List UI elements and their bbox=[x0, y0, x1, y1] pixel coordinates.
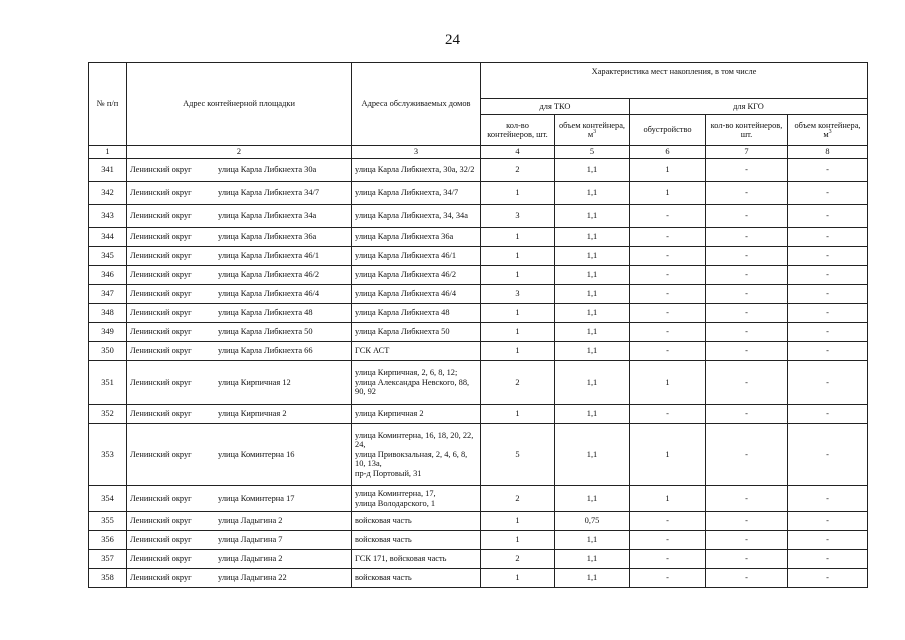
equipment-value: 1 bbox=[630, 424, 706, 486]
equipment-value: - bbox=[630, 342, 706, 361]
tko-container-count: 1 bbox=[481, 304, 555, 323]
row-number: 358 bbox=[89, 569, 127, 588]
kgo-container-volume: - bbox=[788, 361, 868, 405]
served-houses: ГСК АСТ bbox=[352, 342, 481, 361]
district-name: Ленинский округ bbox=[130, 535, 192, 545]
equipment-value: 1 bbox=[630, 361, 706, 405]
kgo-container-count: - bbox=[706, 247, 788, 266]
kgo-container-count: - bbox=[706, 424, 788, 486]
equipment-value: 1 bbox=[630, 159, 706, 182]
district-name: Ленинский округ bbox=[130, 516, 192, 526]
equipment-value: - bbox=[630, 205, 706, 228]
tko-container-count: 3 bbox=[481, 285, 555, 304]
equipment-value: 1 bbox=[630, 182, 706, 205]
site-address bbox=[127, 266, 352, 285]
district-name: Ленинский округ bbox=[130, 251, 192, 261]
served-houses: улица Карла Либкнехта 50 bbox=[352, 323, 481, 342]
site-address bbox=[127, 304, 352, 323]
site-street: улица Ладыгина 2 bbox=[218, 516, 283, 526]
district-name: Ленинский округ bbox=[130, 232, 192, 242]
tko-container-count: 3 bbox=[481, 205, 555, 228]
kgo-container-volume: - bbox=[788, 247, 868, 266]
kgo-container-volume: - bbox=[788, 159, 868, 182]
kgo-container-count: - bbox=[706, 323, 788, 342]
district-name: Ленинский округ bbox=[130, 289, 192, 299]
kgo-container-volume: - bbox=[788, 342, 868, 361]
site-address bbox=[127, 182, 352, 205]
kgo-container-volume: - bbox=[788, 405, 868, 424]
district-name: Ленинский округ bbox=[130, 409, 192, 419]
kgo-container-volume: - bbox=[788, 205, 868, 228]
header-characteristic: Характеристика мест накопления, в том числе bbox=[481, 63, 868, 99]
kgo-container-volume: - bbox=[788, 550, 868, 569]
tko-container-count: 1 bbox=[481, 228, 555, 247]
table-row bbox=[89, 512, 868, 531]
served-houses: улица Карла Либкнехта 46/4 bbox=[352, 285, 481, 304]
kgo-container-count: - bbox=[706, 205, 788, 228]
site-address bbox=[127, 486, 352, 512]
column-number: 3 bbox=[352, 146, 481, 159]
tko-container-count: 1 bbox=[481, 323, 555, 342]
kgo-container-volume: - bbox=[788, 266, 868, 285]
kgo-container-count: - bbox=[706, 405, 788, 424]
district-name: Ленинский округ bbox=[130, 308, 192, 318]
tko-container-count: 2 bbox=[481, 550, 555, 569]
site-address bbox=[127, 285, 352, 304]
equipment-value: - bbox=[630, 285, 706, 304]
kgo-container-count: - bbox=[706, 266, 788, 285]
site-address bbox=[127, 405, 352, 424]
site-street: улица Карла Либкнехта 34/7 bbox=[218, 188, 320, 198]
row-number: 349 bbox=[89, 323, 127, 342]
kgo-container-count: - bbox=[706, 361, 788, 405]
equipment-value: - bbox=[630, 304, 706, 323]
kgo-container-volume: - bbox=[788, 304, 868, 323]
tko-container-count: 1 bbox=[481, 247, 555, 266]
row-number: 345 bbox=[89, 247, 127, 266]
served-houses: войсковая часть bbox=[352, 512, 481, 531]
tko-container-volume: 1,1 bbox=[555, 228, 630, 247]
served-houses: войсковая часть bbox=[352, 569, 481, 588]
tko-container-volume: 1,1 bbox=[555, 182, 630, 205]
equipment-value: - bbox=[630, 569, 706, 588]
site-street: улица Карла Либкнехта 46/1 bbox=[218, 251, 320, 261]
kgo-container-volume: - bbox=[788, 531, 868, 550]
site-street: улица Карла Либкнехта 50 bbox=[218, 327, 313, 337]
district-name: Ленинский округ bbox=[130, 270, 192, 280]
tko-container-count: 1 bbox=[481, 266, 555, 285]
table-row bbox=[89, 550, 868, 569]
table-row bbox=[89, 205, 868, 228]
kgo-container-count: - bbox=[706, 512, 788, 531]
kgo-container-count: - bbox=[706, 228, 788, 247]
tko-container-volume: 1,1 bbox=[555, 285, 630, 304]
tko-container-count: 1 bbox=[481, 512, 555, 531]
kgo-container-count: - bbox=[706, 569, 788, 588]
site-street: улица Карла Либкнехта 36а bbox=[218, 232, 317, 242]
kgo-container-count: - bbox=[706, 304, 788, 323]
row-number: 342 bbox=[89, 182, 127, 205]
site-address bbox=[127, 247, 352, 266]
table-row bbox=[89, 247, 868, 266]
tko-container-volume: 1,1 bbox=[555, 247, 630, 266]
district-name: Ленинский округ bbox=[130, 188, 192, 198]
table-row bbox=[89, 424, 868, 486]
column-number: 7 bbox=[706, 146, 788, 159]
served-houses: улица Коминтерна, 17, улица Володарского, 1 bbox=[352, 486, 481, 512]
tko-container-volume: 1,1 bbox=[555, 304, 630, 323]
kgo-container-volume: - bbox=[788, 323, 868, 342]
table-row bbox=[89, 285, 868, 304]
row-number: 341 bbox=[89, 159, 127, 182]
site-street: улица Карла Либкнехта 34а bbox=[218, 211, 317, 221]
kgo-container-volume: - bbox=[788, 486, 868, 512]
kgo-container-count: - bbox=[706, 531, 788, 550]
column-number: 4 bbox=[481, 146, 555, 159]
row-number: 356 bbox=[89, 531, 127, 550]
column-number: 1 bbox=[89, 146, 127, 159]
site-address bbox=[127, 323, 352, 342]
header-tko-volume: объем контейнера, $м^3$ bbox=[555, 115, 630, 146]
column-number-row bbox=[89, 146, 868, 159]
table-row bbox=[89, 228, 868, 247]
equipment-value: - bbox=[630, 405, 706, 424]
tko-container-volume: 1,1 bbox=[555, 323, 630, 342]
district-name: Ленинский округ bbox=[130, 573, 192, 583]
site-street: улица Кирпичная 12 bbox=[218, 377, 291, 387]
site-street: улица Карла Либкнехта 30а bbox=[218, 165, 317, 175]
district-name: Ленинский округ bbox=[130, 211, 192, 221]
header-num: № п/п bbox=[89, 63, 127, 146]
row-number: 357 bbox=[89, 550, 127, 569]
kgo-container-volume: - bbox=[788, 182, 868, 205]
tko-container-volume: 1,1 bbox=[555, 424, 630, 486]
equipment-value: - bbox=[630, 323, 706, 342]
table-row bbox=[89, 405, 868, 424]
column-number: 2 bbox=[127, 146, 352, 159]
header-tko-count: кол-во контейнеров, шт. bbox=[481, 115, 555, 146]
served-houses: улица Карла Либкнехта, 34, 34а bbox=[352, 205, 481, 228]
tko-container-volume: 0,75 bbox=[555, 512, 630, 531]
table-row bbox=[89, 486, 868, 512]
served-houses: улица Карла Либкнехта 46/1 bbox=[352, 247, 481, 266]
equipment-value: - bbox=[630, 247, 706, 266]
header-address: Адрес контейнерной площадки bbox=[127, 63, 352, 146]
tko-container-volume: 1,1 bbox=[555, 342, 630, 361]
site-address bbox=[127, 361, 352, 405]
column-number: 5 bbox=[555, 146, 630, 159]
site-street: улица Кирпичная 2 bbox=[218, 409, 287, 419]
table-row bbox=[89, 361, 868, 405]
tko-container-volume: 1,1 bbox=[555, 266, 630, 285]
served-houses: улица Карла Либкнехта 36а bbox=[352, 228, 481, 247]
tko-container-count: 5 bbox=[481, 424, 555, 486]
district-name: Ленинский округ bbox=[130, 554, 192, 564]
equipment-value: - bbox=[630, 531, 706, 550]
column-number: 6 bbox=[630, 146, 706, 159]
row-number: 347 bbox=[89, 285, 127, 304]
header-equipment: обустройство bbox=[630, 115, 706, 146]
kgo-container-volume: - bbox=[788, 424, 868, 486]
row-number: 354 bbox=[89, 486, 127, 512]
tko-container-volume: 1,1 bbox=[555, 205, 630, 228]
row-number: 344 bbox=[89, 228, 127, 247]
site-address bbox=[127, 550, 352, 569]
site-address bbox=[127, 228, 352, 247]
equipment-value: 1 bbox=[630, 486, 706, 512]
equipment-value: - bbox=[630, 228, 706, 247]
kgo-container-count: - bbox=[706, 285, 788, 304]
table-row bbox=[89, 304, 868, 323]
header-kgo: для КГО bbox=[630, 99, 868, 115]
row-number: 353 bbox=[89, 424, 127, 486]
kgo-container-count: - bbox=[706, 550, 788, 569]
site-address bbox=[127, 205, 352, 228]
container-sites-table bbox=[88, 62, 868, 588]
served-houses: улица Карла Либкнехта, 34/7 bbox=[352, 182, 481, 205]
kgo-container-volume: - bbox=[788, 569, 868, 588]
district-name: Ленинский округ bbox=[130, 327, 192, 337]
district-name: Ленинский округ bbox=[130, 377, 192, 387]
tko-container-volume: 1,1 bbox=[555, 361, 630, 405]
district-name: Ленинский округ bbox=[130, 165, 192, 175]
table-row bbox=[89, 323, 868, 342]
site-address bbox=[127, 531, 352, 550]
tko-container-volume: 1,1 bbox=[555, 405, 630, 424]
column-number: 8 bbox=[788, 146, 868, 159]
header-kgo-volume: объем контейнера, $м^3$ bbox=[788, 115, 868, 146]
tko-container-count: 2 bbox=[481, 486, 555, 512]
district-name: Ленинский округ bbox=[130, 493, 192, 503]
kgo-container-count: - bbox=[706, 342, 788, 361]
site-street: улица Ладыгина 22 bbox=[218, 573, 287, 583]
equipment-value: - bbox=[630, 266, 706, 285]
header-kgo-count: кол-во контейнеров, шт. bbox=[706, 115, 788, 146]
site-address bbox=[127, 159, 352, 182]
tko-container-volume: 1,1 bbox=[555, 550, 630, 569]
header-tko: для ТКО bbox=[481, 99, 630, 115]
row-number: 346 bbox=[89, 266, 127, 285]
tko-container-count: 1 bbox=[481, 405, 555, 424]
row-number: 355 bbox=[89, 512, 127, 531]
site-address bbox=[127, 569, 352, 588]
row-number: 343 bbox=[89, 205, 127, 228]
kgo-container-count: - bbox=[706, 182, 788, 205]
site-street: улица Ладыгина 2 bbox=[218, 554, 283, 564]
site-street: улица Коминтерна 17 bbox=[218, 493, 295, 503]
served-houses: улица Карла Либкнехта, 30а, 32/2 bbox=[352, 159, 481, 182]
table-row bbox=[89, 159, 868, 182]
header-served-houses: Адреса обслуживаемых домов bbox=[352, 63, 481, 146]
kgo-container-volume: - bbox=[788, 285, 868, 304]
site-address bbox=[127, 424, 352, 486]
kgo-container-volume: - bbox=[788, 512, 868, 531]
tko-container-count: 2 bbox=[481, 159, 555, 182]
table-row bbox=[89, 569, 868, 588]
district-name: Ленинский округ bbox=[130, 346, 192, 356]
kgo-container-count: - bbox=[706, 486, 788, 512]
site-street: улица Карла Либкнехта 48 bbox=[218, 308, 313, 318]
table-row bbox=[89, 266, 868, 285]
kgo-container-count: - bbox=[706, 159, 788, 182]
served-houses: улица Карла Либкнехта 48 bbox=[352, 304, 481, 323]
served-houses: улица Кирпичная, 2, 6, 8, 12; улица Александра Невского, 88, 90, 92 bbox=[352, 361, 481, 405]
kgo-container-volume: - bbox=[788, 228, 868, 247]
served-houses: улица Коминтерна, 16, 18, 20, 22, 24, улица Привокзальная, 2, 4, 6, 8, 10, 13а, пр-д Портовый, 31 bbox=[352, 424, 481, 486]
table-row bbox=[89, 182, 868, 205]
tko-container-count: 1 bbox=[481, 569, 555, 588]
tko-container-volume: 1,1 bbox=[555, 569, 630, 588]
row-number: 352 bbox=[89, 405, 127, 424]
tko-container-volume: 1,1 bbox=[555, 159, 630, 182]
district-name: Ленинский округ bbox=[130, 449, 192, 459]
site-address bbox=[127, 512, 352, 531]
tko-container-count: 1 bbox=[481, 182, 555, 205]
equipment-value: - bbox=[630, 550, 706, 569]
row-number: 351 bbox=[89, 361, 127, 405]
served-houses: улица Карла Либкнехта 46/2 bbox=[352, 266, 481, 285]
site-street: улица Карла Либкнехта 46/4 bbox=[218, 289, 320, 299]
site-address bbox=[127, 342, 352, 361]
site-street: улица Ладыгина 7 bbox=[218, 535, 283, 545]
tko-container-volume: 1,1 bbox=[555, 531, 630, 550]
table-row bbox=[89, 342, 868, 361]
served-houses: улица Кирпичная 2 bbox=[352, 405, 481, 424]
row-number: 350 bbox=[89, 342, 127, 361]
site-street: улица Карла Либкнехта 66 bbox=[218, 346, 313, 356]
equipment-value: - bbox=[630, 512, 706, 531]
served-houses: ГСК 171, войсковая часть bbox=[352, 550, 481, 569]
tko-container-count: 2 bbox=[481, 361, 555, 405]
table-row bbox=[89, 531, 868, 550]
tko-container-count: 1 bbox=[481, 531, 555, 550]
site-street: улица Карла Либкнехта 46/2 bbox=[218, 270, 320, 280]
page-number: 24 bbox=[445, 32, 460, 48]
served-houses: войсковая часть bbox=[352, 531, 481, 550]
row-number: 348 bbox=[89, 304, 127, 323]
tko-container-volume: 1,1 bbox=[555, 486, 630, 512]
tko-container-count: 1 bbox=[481, 342, 555, 361]
site-street: улица Коминтерна 16 bbox=[218, 449, 295, 459]
